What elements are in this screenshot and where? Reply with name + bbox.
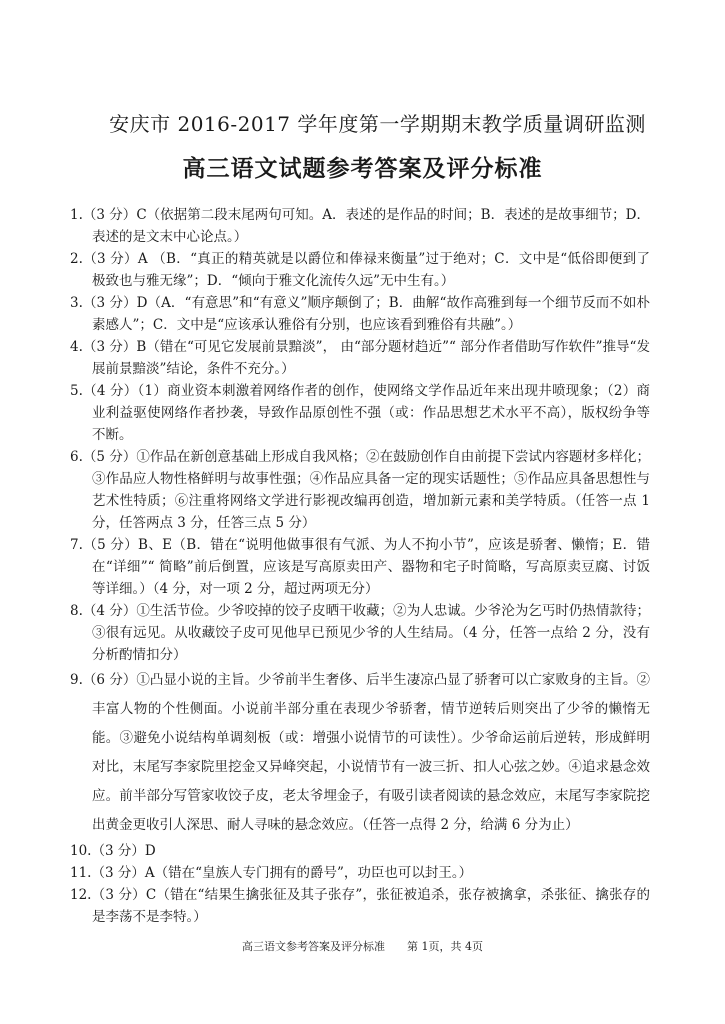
answer-text: （4 分）（1）商业资本刺激着网络作者的创作，使网络文学作品近年来出现井喷现象；（2）商业利益驱使网络作者抄袭，导致作品原创性不强（或：作品思想艺术水平不高），版权纷争等不断。 xyxy=(82,383,650,443)
answer-item xyxy=(70,204,650,248)
page-title: 高三语文试题参考答案及评分标准 xyxy=(182,156,543,182)
answer-text: （3 分）A （B．“真正的精英就是以爵位和俸禄来衡量”过于绝对；C．文中是“低俗即便到了极致也与雅无缘”；D．“倾向于雅文化流传久远”无中生有。） xyxy=(82,251,650,289)
answer-number: 12. xyxy=(70,887,92,903)
exam-title: 安庆市 2016-2017 学年度第一学期期末教学质量调研监测 xyxy=(109,112,646,136)
page-footer xyxy=(0,938,725,954)
answer-number: 8. xyxy=(70,603,83,619)
answer-item xyxy=(70,380,650,446)
answer-text: （3 分）D（A．“有意思”和“有意义”顺序颠倒了；B．曲解“故作高雅到每一个细节反而不如朴素感人”；C．文中是“应该承认雅俗有分别，也应该看到雅俗有共融”。） xyxy=(82,295,650,333)
answer-item xyxy=(70,292,650,336)
answer-item xyxy=(70,862,650,884)
answer-item xyxy=(70,446,650,534)
answer-text: （6 分）①凸显小说的主旨。少爷前半生奢侈、后半生凄凉凸显了骄奢可以亡家败身的主旨。②丰富人物的个性侧面。小说前半部分重在表现少爷骄奢，情节逆转后则突出了少爷的懒惰无能。③避免小说结构单调刻板（或：增强小说情节的可读性）。少爷命运前后逆转，形成鲜明对比，末尾写李家院里挖金又异峰突起，小说情节有一波三折、扣人心弦之妙。④追求悬念效应。前半部分写管家收饺子皮，老太爷埋金子，有吸引读者阅读的悬念效应，末尾写李家院挖出黄金更收引人深思、耐人寻味的悬念效应。（任答一点得 2 分，给满 6 分为止） xyxy=(82,672,650,833)
answer-item xyxy=(70,600,650,666)
answer-number: 1. xyxy=(70,207,83,223)
answer-text: （5 分）①作品在新创意基础上形成自我风格；②在鼓励创作自由前提下尝试内容题材多样化；③作品应人物性格鲜明与故事性强；④作品应具备一定的现实话题性；⑤作品应具备思想性与艺术性特质；⑥注重将网络文学进行影视改编再创造，增加新元素和美学特质。（任答一点 1 分，任答两点 3 分，任答三点 5 分） xyxy=(82,449,650,531)
footer-doc-name: 高三语文参考答案及评分标准 xyxy=(242,940,385,953)
answer-number: 9. xyxy=(70,672,83,688)
answer-number: 6. xyxy=(70,449,83,465)
answer-text: （3 分）C（错在“结果生擒张征及其子张存”，张征被追杀，张存被擒拿，杀张征、擒张存的是李荡不是李特。） xyxy=(91,887,650,925)
answer-text: （3 分）A（错在“皇族人专门拥有的爵号”，功臣也可以封王。） xyxy=(91,865,473,881)
answer-text: （4 分）①生活节俭。少爷咬掉的饺子皮晒干收藏；②为人忠诚。少爷沦为乞丐时仍热情款待；③很有远见。从收藏饺子皮可见他早已预见少爷的人生结局。（4 分，任答一点给 2 分，没有分析酌情扣分） xyxy=(82,603,650,663)
answer-number: 5. xyxy=(70,383,83,399)
answer-item xyxy=(70,840,650,862)
answer-item xyxy=(70,248,650,292)
answer-text: （3 分）B（错在“可见它发展前景黯淡”， 由“部分题材趋近”“ 部分作者借助写作软件”推导“发展前景黯淡”结论，条件不充分。） xyxy=(82,339,650,377)
answer-number: 4. xyxy=(70,339,83,355)
answer-item xyxy=(70,666,650,840)
answer-text: （3 分）D xyxy=(91,843,156,859)
answer-text: （5 分）B、E（B．错在“说明他做事很有气派、为人不拘小节”，应该是骄奢、懒惰；E．错在“详细”“ 简略”前后倒置，应该是写高原卖田产、器物和宅子时简略，写高原卖豆腐、讨饭等详细。）（4 分，对一项 2 分，超过两项无分） xyxy=(82,537,650,597)
answer-number: 11. xyxy=(70,865,92,881)
answer-item xyxy=(70,884,650,928)
answer-number: 10. xyxy=(70,843,92,859)
answer-number: 7. xyxy=(70,537,83,553)
answer-list xyxy=(70,204,650,928)
answer-number: 2. xyxy=(70,251,83,267)
answer-text: （3 分）C（依据第二段末尾两句可知。A．表述的是作品的时间；B．表述的是故事细节；D．表述的是文末中心论点。） xyxy=(82,207,650,245)
page-number: 第 1页，共 4页 xyxy=(407,940,483,953)
answer-item xyxy=(70,534,650,600)
answer-number: 3. xyxy=(70,295,83,311)
answer-item xyxy=(70,336,650,380)
